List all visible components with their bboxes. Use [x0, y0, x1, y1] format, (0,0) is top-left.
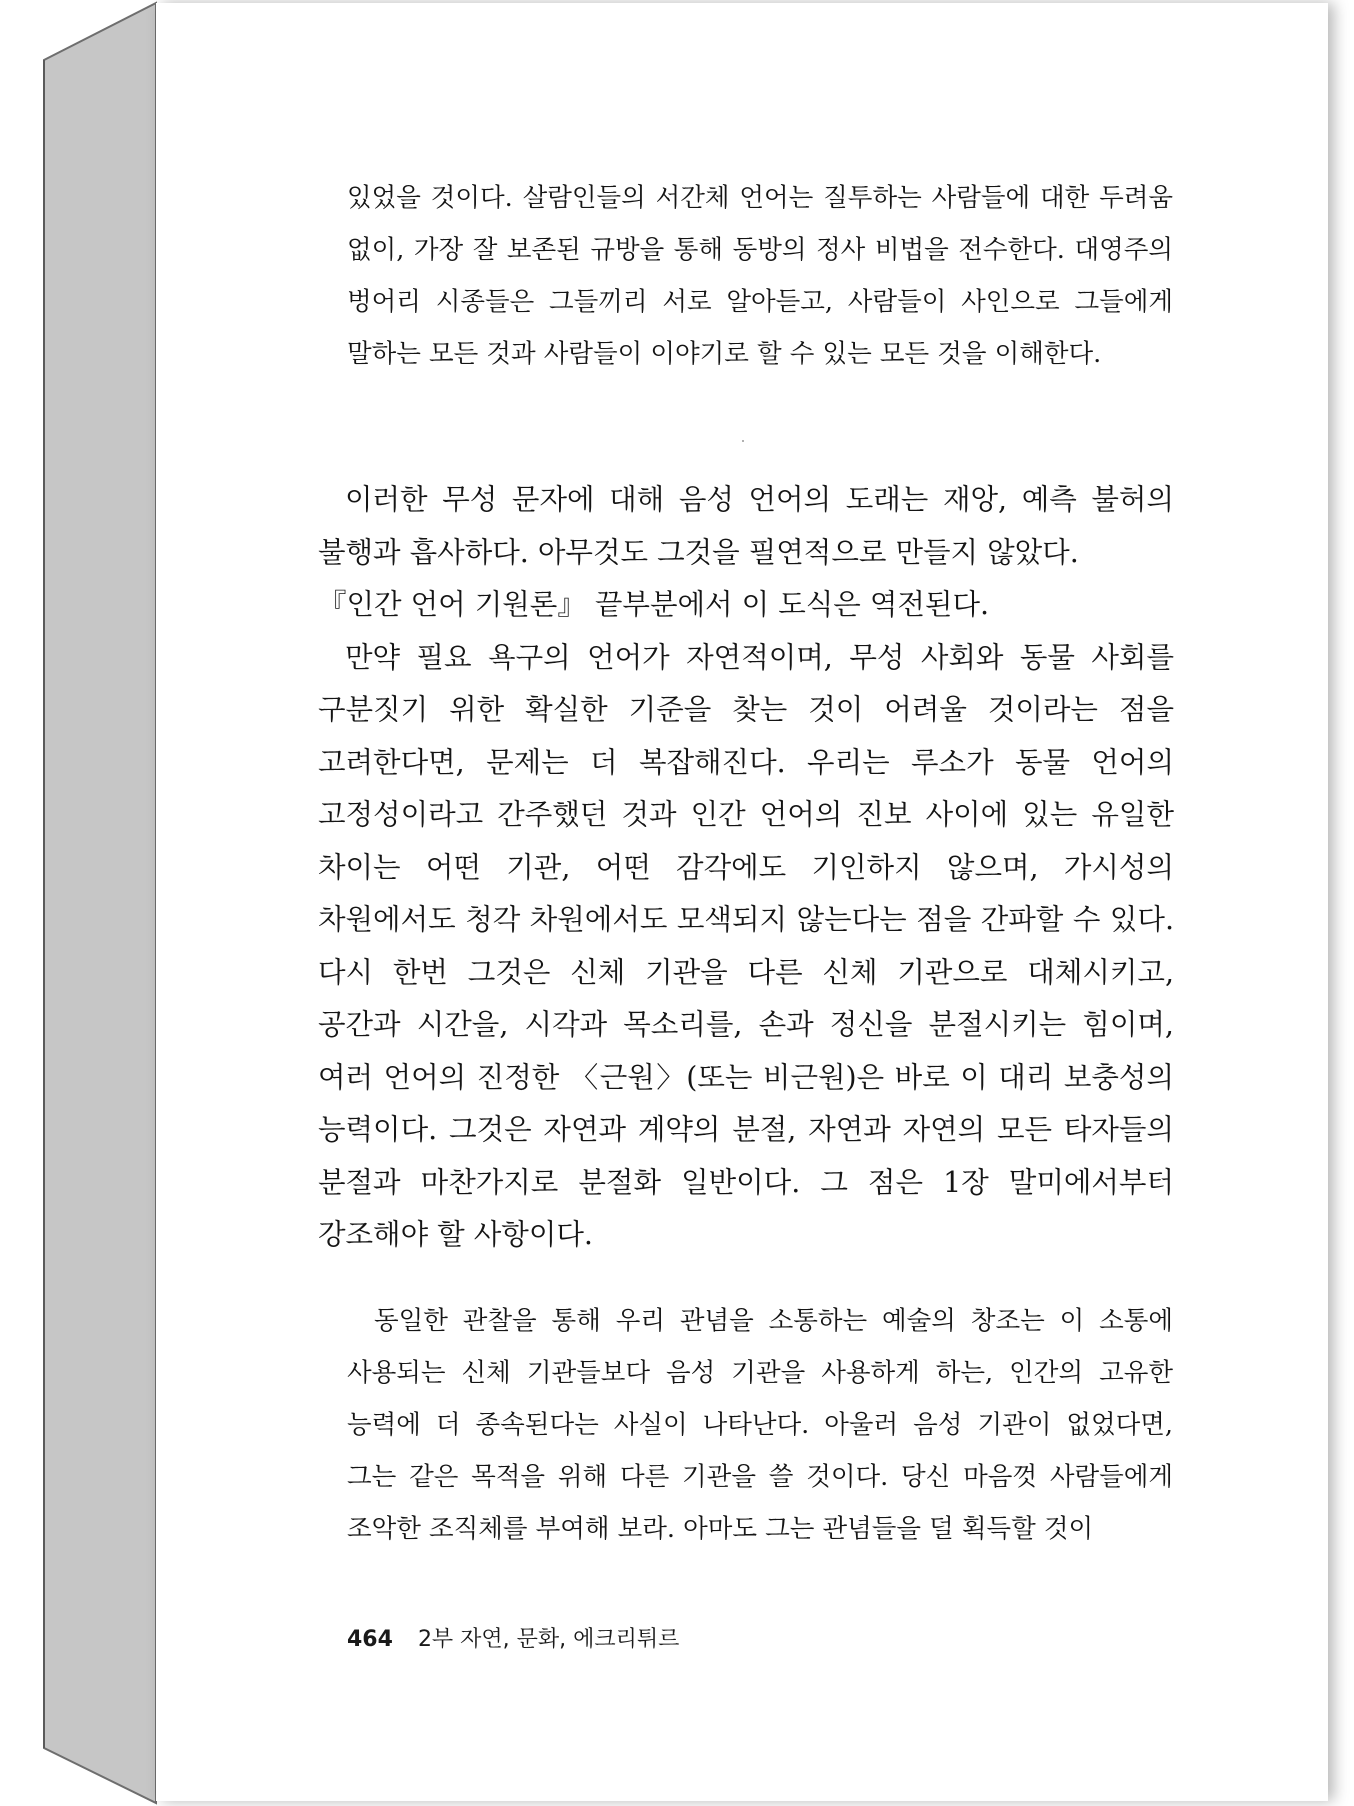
quote-paragraph: 있었을 것이다. 살람인들의 서간체 언어는 질투하는 사람들에 대한 두려움 없이, 가장 잘 보존된 규방을 통해 동방의 정사 비법을 전수한다. 대영주의 벙어리 시종들은 그들끼리 서로 알아듣고, 사람들이 사인으로 그들에게 말하는 모든 것과 사람들이 이야기로 할 수 있는 모든 것을 이해한다. — [347, 183, 1173, 369]
body-text — [318, 474, 1174, 1262]
body-paragraph: 만약 필요 욕구의 언어가 자연적이며, 무성 사회와 동물 사회를 구분짓기 위한 확실한 기준을 찾는 것이 어려울 것이라는 점을 고려한다면, 문제는 더 복잡해진다. 우리는 루소가 동물 언어의 고정성이라고 간주했던 것과 인간 언어의 진보 사이에 있는 유일한 차이는 어떤 기관, 어떤 감각에도 기인하지 않으며, 가시성의 차원에서도 청각 차원에서도 모색되지 않는다는 점을 간파할 수 있다. 다시 한번 그것은 신체 기관을 다른 신체 기관으로 대체시키고, 공간과 시간을, 시각과 목소리를, 손과 정신을 분절시키는 힘이며, 여러 언어의 진정한 〈근원〉(또는 비근원)은 바로 이 대리 보충성의 능력이다. 그것은 자연과 계약의 분절, 자연과 자연의 모든 타자들의 분절과 마찬가지로 분절화 일반이다. 그 점은 1장 말미에서부터 강조해야 할 사항이다. — [318, 640, 1174, 1251]
block-quote-bottom — [347, 1295, 1173, 1555]
speck — [742, 440, 744, 442]
body-paragraph: 『인간 언어 기원론』 끝부분에서 이 도식은 역전된다. — [318, 588, 990, 621]
running-title: 2부 자연, 문화, 에크리튀르 — [417, 1627, 680, 1652]
body-paragraph: 이러한 무성 문자에 대해 음성 언어의 도래는 재앙, 예측 불허의 불행과 흡사하다. 아무것도 그것을 필연적으로 만들지 않았다. — [318, 483, 1174, 569]
page-number: 464 — [347, 1627, 393, 1652]
block-quote-top — [347, 172, 1173, 380]
page-footer — [347, 1622, 679, 1653]
quote-paragraph: 동일한 관찰을 통해 우리 관념을 소통하는 예술의 창조는 이 소통에 사용되는 신체 기관들보다 음성 기관을 사용하게 하는, 인간의 고유한 능력에 더 종속된다는 사실이 나타난다. 아울러 음성 기관이 없었다면, 그는 같은 목적을 위해 다른 기관을 쓸 것이다. 당신 마음껏 사람들에게 조악한 조직체를 부여해 보라. 아마도 그는 관념들을 덜 획득할 것이 — [347, 1306, 1173, 1544]
